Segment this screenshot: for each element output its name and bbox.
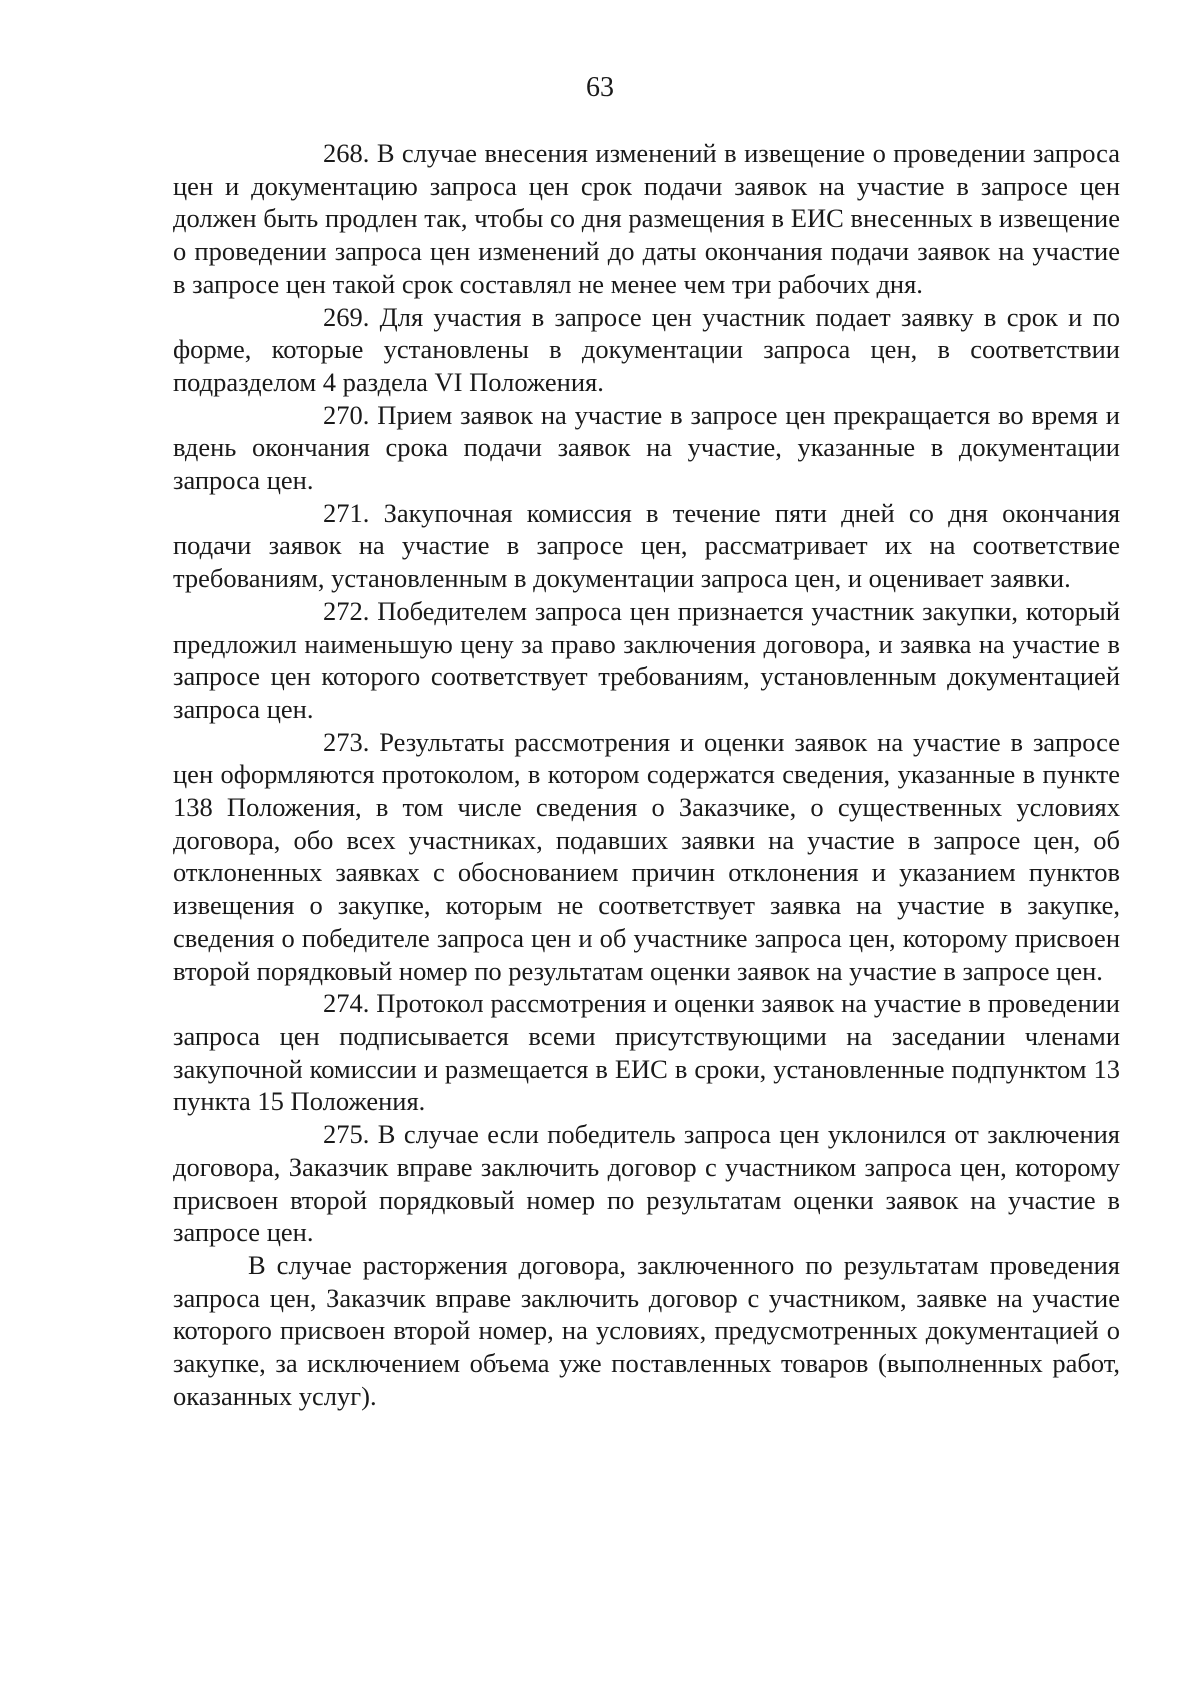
page-number: 63: [586, 72, 614, 103]
paragraph-text: В случае внесения изменений в извещение о проведении запроса цен и документацию запроса цен срок подачи заявок на участие в запросе цен должен быть продлен так, чтобы со дня размещения в ЕИС внесенных в извещение о проведении запроса цен изменений до даты окончания подачи заявок на участие в запросе цен такой срок составлял не менее чем три рабочих дня.: [173, 138, 1120, 299]
paragraph-274: [173, 987, 1120, 1118]
document-body: [173, 137, 1120, 1412]
paragraph-number: 275.: [323, 1119, 370, 1150]
paragraph-number: 273.: [323, 726, 370, 757]
paragraph-number: 274.: [323, 988, 370, 1019]
paragraph-number: 272.: [323, 595, 370, 626]
paragraph-text: В случае расторжения договора, заключенного по результатам проведения запроса цен, Заказчик вправе заключить договор с участником, заявке на участие которого присвоен второй номер, на условиях, предусмотренных документацией о закупке, за исключением объема уже поставленных товаров (выполненных работ, оказанных услуг).: [173, 1249, 1120, 1411]
paragraph-number: 271.: [323, 497, 370, 528]
paragraph-text: Протокол рассмотрения и оценки заявок на участие в проведении запроса цен подписывается всеми присутствующими на заседании членами закупочной комиссии и размещается в ЕИС в сроки, установленные подпунктом 13 пункта 15 Положения.: [173, 988, 1120, 1117]
paragraph-number: 270.: [323, 399, 370, 430]
paragraph-275: [173, 1118, 1120, 1249]
paragraph-number: 268.: [323, 138, 370, 168]
paragraph-272: [173, 595, 1120, 726]
paragraph-text: Прием заявок на участие в запросе цен прекращается во время и вдень окончания срока подачи заявок на участие, указанные в документации запроса цен.: [173, 399, 1120, 496]
paragraph-269: [173, 301, 1120, 399]
paragraph-273: [173, 726, 1120, 988]
paragraph-text: Для участия в запросе цен участник подает заявку в срок и по форме, которые установлены в документации запроса цен, в соответствии подразделом 4 раздела VI Положения.: [173, 301, 1121, 397]
paragraph-text: Закупочная комиссия в течение пяти дней со дня окончания подачи заявок на участие в запросе цен, рассматривает их на соответствие требованиям, установленным в документации запроса цен, и оценивает заявки.: [173, 497, 1121, 594]
paragraph-275-continuation: [173, 1249, 1120, 1413]
paragraph-271: [173, 497, 1120, 595]
paragraph-number: 269.: [323, 301, 370, 332]
paragraph-text: Победителем запроса цен признается участник закупки, который предложил наименьшую цену за право заключения договора, и заявка на участие в запросе цен которого соответствует требованиям, установленным документацией запроса цен.: [173, 595, 1120, 724]
paragraph-text: Результаты рассмотрения и оценки заявок на участие в запросе цен оформляются протоколом, в котором содержатся сведения, указанные в пункте 138 Положения, в том числе сведения о Заказчике, о существенных условиях договора, обо всех участниках, подавших заявки на участие в запросе цен, об отклоненных заявках с обоснованием причин отклонения и указанием пунктов извещения о закупке, которым не соответствует заявка на участие в закупке, сведения о победителе запроса цен и об участнике запроса цен, которому присвоен второй порядковый номер по результатам оценки заявок на участие в запросе цен.: [173, 726, 1121, 986]
paragraph-text: В случае если победитель запроса цен уклонился от заключения договора, Заказчик вправе заключить договор с участником запроса цен, которому присвоен второй порядковый номер по результатам оценки заявок на участие в запросе цен.: [173, 1119, 1120, 1248]
paragraph-268: [173, 137, 1120, 301]
paragraph-270: [173, 399, 1120, 497]
